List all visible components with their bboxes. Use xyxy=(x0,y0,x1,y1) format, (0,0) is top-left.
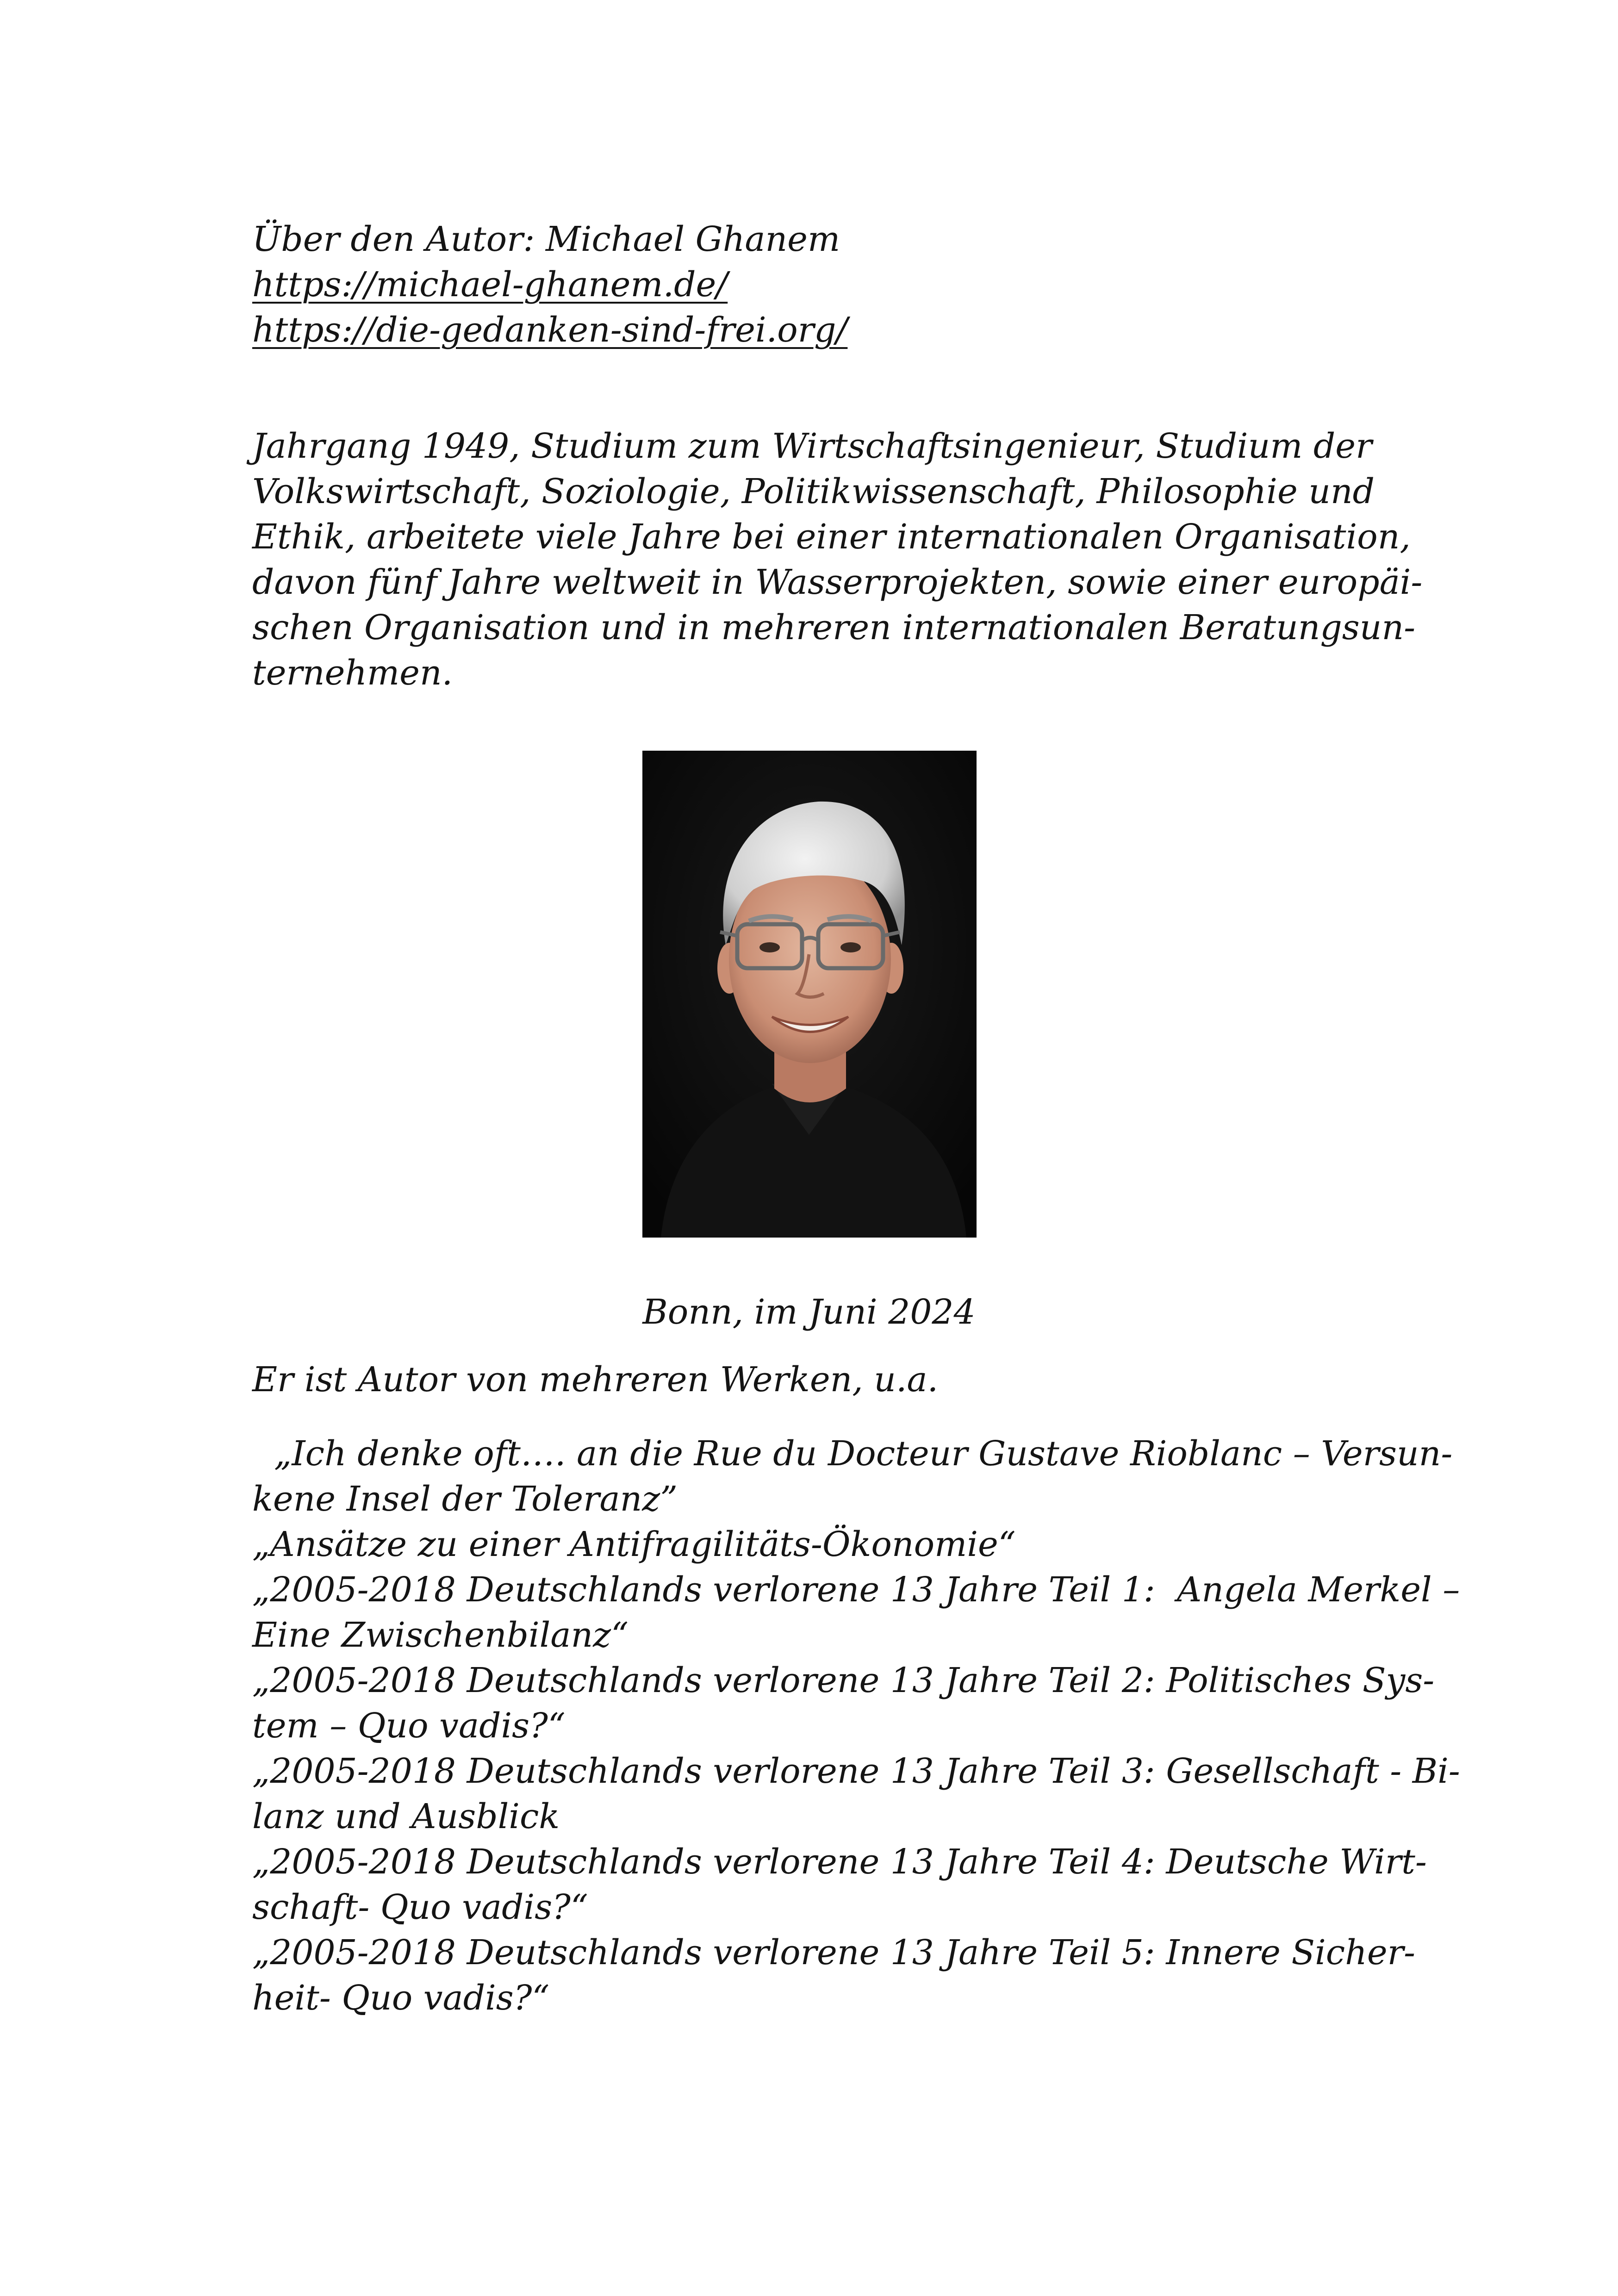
work-title-line: heit- Quo vadis?“ xyxy=(252,1978,550,2018)
author-portrait-photo xyxy=(642,751,977,1238)
work-title-line: „Ansätze zu einer Antifragilitäts-Ökonomie“ xyxy=(252,1524,1016,1564)
works-intro-text: Er ist Autor von mehreren Werken, u.a. xyxy=(252,1360,939,1400)
bio-line: Volkswirtschaft, Soziologie, Politikwissenschaft, Philosophie und xyxy=(252,472,1375,511)
bio-line: Ethik, arbeitete viele Jahre bei einer internationalen Organisation, xyxy=(252,517,1411,557)
place-date-line: Bonn, im Juni 2024 xyxy=(642,1292,976,1332)
work-title-line: „2005-2018 Deutschlands verlorene 13 Jahre Teil 4: Deutsche Wirt- xyxy=(252,1842,1427,1882)
author-header xyxy=(252,217,1372,353)
bio-line: ternehmen. xyxy=(252,653,453,693)
work-title-line: kene Insel der Toleranz” xyxy=(252,1479,678,1519)
bio-line: davon fünf Jahre weltweit in Wasserprojekten, sowie einer europäi- xyxy=(252,562,1423,602)
work-title-line: „Ich denke oft…. an die Rue du Docteur Gustave Rioblanc – Versun- xyxy=(252,1434,1453,1474)
work-title-line: „2005-2018 Deutschlands verlorene 13 Jahre Teil 3: Gesellschaft - Bi- xyxy=(252,1751,1460,1791)
works-list xyxy=(252,1431,1460,2021)
bio-line: schen Organisation und in mehreren internationalen Beratungsun- xyxy=(252,608,1416,647)
bio-line: Jahrgang 1949, Studium zum Wirtschaftsingenieur, Studium der xyxy=(252,426,1372,466)
work-title-line: schaft- Quo vadis?“ xyxy=(252,1887,588,1927)
work-title-line: „2005-2018 Deutschlands verlorene 13 Jahre Teil 5: Innere Sicher- xyxy=(252,1933,1416,1972)
author-title: Über den Autor: Michael Ghanem xyxy=(252,219,840,259)
portrait-illustration xyxy=(642,751,977,1238)
work-title-line: Eine Zwischenbilanz“ xyxy=(252,1615,629,1655)
work-title-line: lanz und Ausblick xyxy=(252,1797,560,1836)
author-website-link[interactable]: https://michael-ghanem.de/ xyxy=(252,265,728,305)
works-intro xyxy=(252,1357,1372,1402)
blog-website-link[interactable]: https://die-gedanken-sind-frei.org/ xyxy=(252,310,848,350)
work-title-line: „2005-2018 Deutschlands verlorene 13 Jahre Teil 1: Angela Merkel – xyxy=(252,1570,1460,1610)
work-title-line: tem – Quo vadis?“ xyxy=(252,1706,566,1746)
work-title-line: „2005-2018 Deutschlands verlorene 13 Jahre Teil 2: Politisches Sys- xyxy=(252,1661,1435,1700)
author-biography xyxy=(252,423,1423,696)
